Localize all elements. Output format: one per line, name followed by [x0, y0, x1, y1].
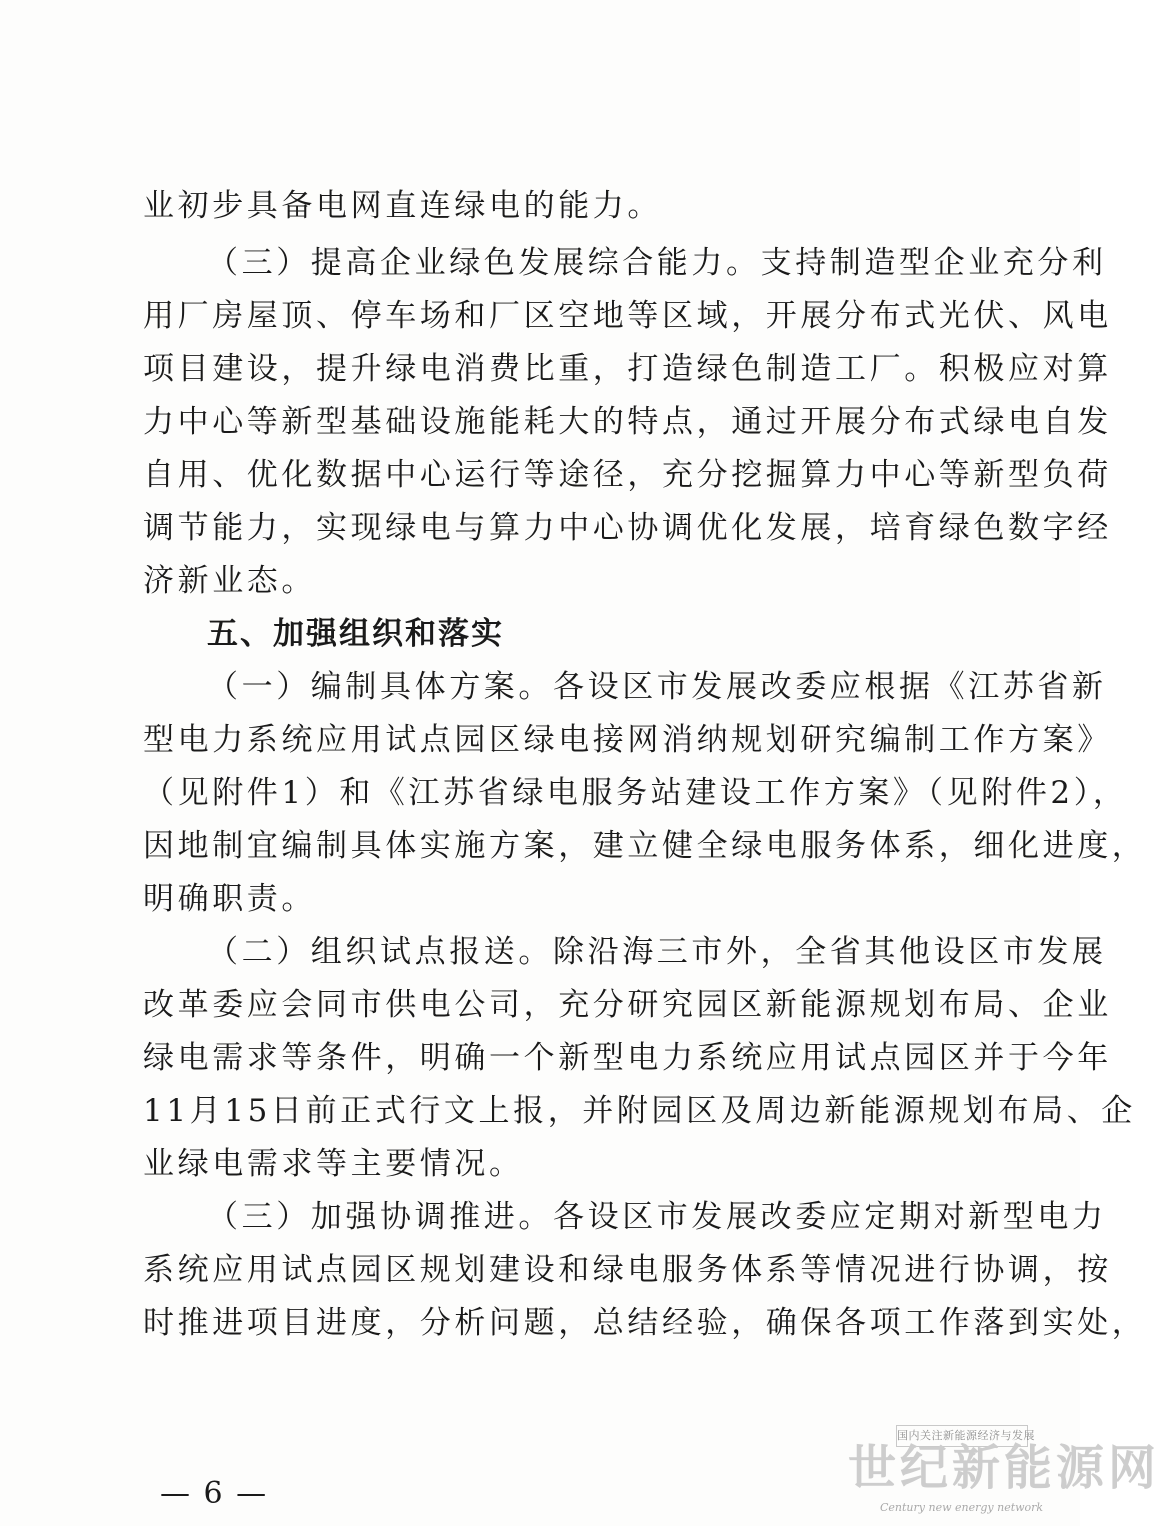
text-line: 改革委应会同市供电公司，充分研究园区新能源规划布局、企业	[143, 987, 1112, 1023]
text-line: 绿电需求等条件，明确一个新型电力系统应用试点园区并于今年	[143, 1040, 1112, 1076]
text-line: 型电力系统应用试点园区绿电接网消纳规划研究编制工作方案》	[143, 722, 1112, 758]
text-line: 明确职责。	[143, 881, 316, 917]
text-line: 业初步具备电网直连绿电的能力。	[143, 188, 662, 224]
text-line: 自用、优化数据中心运行等途径，充分挖掘算力中心等新型负荷	[143, 457, 1112, 493]
text-line: （三）提高企业绿色发展综合能力。支持制造型企业充分利	[207, 245, 1107, 281]
text-line: 因地制宜编制具体实施方案，建立健全绿电服务体系，细化进度，	[143, 828, 1147, 864]
text-line: （见附件1）和《江苏省绿电服务站建设工作方案》（见附件2），	[143, 775, 1128, 811]
text-line: 用厂房屋顶、停车场和厂区空地等区域，开展分布式光伏、风电	[143, 298, 1112, 334]
section-heading: 五、加强组织和落实	[207, 616, 504, 652]
text-line: 济新业态。	[143, 563, 316, 599]
watermark-logo: 世纪新能源网	[848, 1440, 1160, 1496]
text-line: 项目建设，提升绿电消费比重，打造绿色制造工厂。积极应对算	[143, 351, 1112, 387]
text-line: 11月15日前正式行文上报，并附园区及周边新能源规划布局、企	[143, 1093, 1136, 1129]
text-line: 业绿电需求等主要情况。	[143, 1146, 524, 1182]
text-line: （二）组织试点报送。除沿海三市外，全省其他设区市发展	[207, 934, 1107, 970]
watermark-subtitle: Century new energy network	[880, 1501, 1044, 1514]
watermark-tagline: 国内关注新能源经济与发展	[896, 1425, 1028, 1447]
text-line: （一）编制具体方案。各设区市发展改委应根据《江苏省新	[207, 669, 1107, 705]
text-line: （三）加强协调推进。各设区市发展改委应定期对新型电力	[207, 1199, 1107, 1235]
page-number: — 6 —	[160, 1476, 269, 1511]
text-line: 时推进项目进度，分析问题，总结经验，确保各项工作落到实处，	[143, 1305, 1147, 1341]
text-line: 系统应用试点园区规划建设和绿电服务体系等情况进行协调，按	[143, 1252, 1112, 1288]
text-line: 调节能力，实现绿电与算力中心协调优化发展，培育绿色数字经	[143, 510, 1112, 546]
text-line: 力中心等新型基础设施能耗大的特点，通过开展分布式绿电自发	[143, 404, 1112, 440]
